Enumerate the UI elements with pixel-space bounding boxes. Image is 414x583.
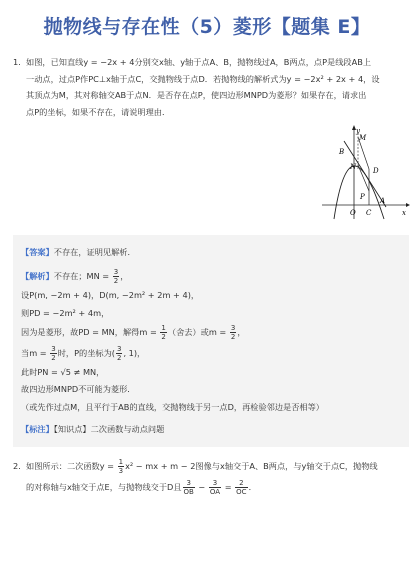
fraction: $\frac{3}{2}$ [230,324,236,341]
question-line: 如图，已知直线y = −2x + 4分别交x轴、y轴于点A、B，抛物线过A，B两点，点P是线段AB上 [26,57,372,67]
label-b: B [339,148,345,156]
x-axis-arrow [406,203,410,207]
note-tag: 【标注】 [21,424,54,434]
analysis-tag: 【解析】 [21,271,54,281]
text: 因为是菱形，故PD = MN，解得m = [21,327,160,337]
label-o: O [350,209,356,217]
text: ， [237,327,246,337]
analysis-line: 故四边形MNPD不可能为菱形． [21,384,136,394]
fraction: $\frac{1}{2}$ [161,324,166,341]
analysis-line [21,345,145,362]
question-number: 2. [13,461,21,471]
question-line [26,458,410,475]
label-y: y [356,127,360,135]
question-1-text [26,54,408,120]
text: x² − mx + m − 2图像与x轴交于A、B两点，与y轴交于点C，抛物线 [125,461,378,471]
analysis-line: 则PD = −2m² + 4m， [21,308,110,318]
analysis-line: 此时PN = √5 ≠ MN， [21,367,105,377]
text: , 1)， [123,348,146,358]
question-line: 其顶点为M，其对称轴交AB于点N．是否存在点P，使四边形MNPD为菱形？如果存在，请求出 [26,90,367,100]
fraction: $\frac{3}{OB}$ [183,479,194,496]
geometry-figure [322,125,410,221]
page-title: 抛物线与存在性（5）菱形【题集 E】 [43,16,371,38]
analysis-line [21,324,246,341]
fraction: $\frac{3}{2}$ [51,345,56,362]
question-line [26,479,410,496]
note-text: 【知识点】二次函数与动点问题 [53,424,165,434]
label-m: M [359,134,367,142]
operator: − [195,482,208,492]
analysis-line: （或先作过点M，且平行于AB的直线，交抛物线于另一点D，再检验邻边是否相等） [21,402,324,412]
fraction: $\frac{3}{2}$ [113,268,119,285]
answer-text: 不存在，证明见解析． [53,247,136,257]
analysis-line: 不存在；MN = [53,271,112,281]
label-p: P [360,193,365,201]
question-line: 点P的坐标，如果不存在，请说明理由． [26,106,171,117]
label-x: x [402,209,406,217]
note-row [21,423,164,435]
answer-row [21,246,136,258]
label-c: C [366,209,372,217]
label-n: N [350,163,357,171]
text: ． [248,482,257,492]
answer-tag: 【答案】 [21,247,54,257]
label-d: D [373,167,379,175]
question-line: 一动点，过点P作PC⊥x轴于点C，交抛物线于点D．若抛物线的解析式为y = −2x² + 2x + 4，设 [26,73,380,84]
punctuation: ， [120,271,129,281]
text: （舍去）或m = [167,327,229,337]
question-2-text [26,458,410,496]
label-a: A [380,197,386,205]
text: 当m = [21,348,50,358]
text: 的对称轴与x轴交于点E，与抛物线交于D且 [26,482,182,492]
operator: = [222,482,235,492]
solution-box [13,235,409,447]
analysis-line: 设P(m, −2m + 4)，D(m, −2m² + 2m + 4)， [21,290,200,300]
fraction: $\frac{1}{3}$ [118,458,124,475]
text: 时，P的坐标为( [57,348,115,358]
fraction: $\frac{3}{OA}$ [209,479,221,496]
fraction: $\frac{2}{OC}$ [236,479,247,496]
analysis-row [21,268,128,285]
question-number: 1. [13,57,21,67]
text: 如图所示：二次函数y = [26,461,117,471]
fraction: $\frac{3}{2}$ [116,345,122,362]
